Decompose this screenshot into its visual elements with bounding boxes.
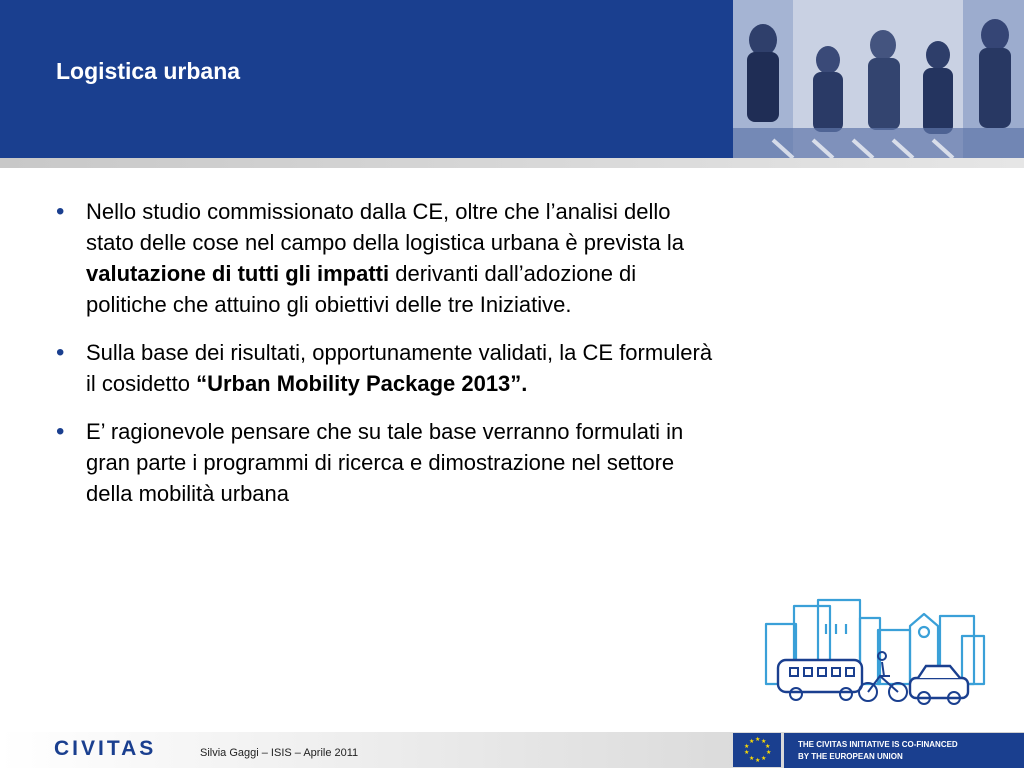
svg-text:★: ★ — [749, 755, 755, 762]
header-divider — [0, 158, 1024, 168]
svg-text:★: ★ — [766, 749, 772, 756]
bullet-text: Sulla base dei risultati, opportunamente validati, la CE formulerà il cosidetto “Urban Mobility Package 2013”. — [86, 340, 713, 396]
svg-text:★: ★ — [755, 757, 761, 764]
header-bar — [0, 0, 1024, 158]
eu-cofinance-label: THE CIVITAS INITIATIVE IS CO-FINANCED BY THE EUROPEAN UNION — [784, 733, 1024, 768]
bullet-text: E’ ragionevole pensare che su tale base verranno formulati in gran parte i programmi di ricerca e dimostrazione nel settore della mobilità urbana — [86, 419, 684, 506]
bullet-dot-icon: • — [56, 418, 65, 445]
svg-text:★: ★ — [755, 736, 761, 743]
bullet-list — [56, 196, 716, 526]
bullet-dot-icon: • — [56, 198, 65, 225]
page-title: Logistica urbana — [56, 58, 241, 84]
header-photo — [733, 0, 1024, 158]
city-transport-illustration — [764, 596, 986, 708]
crowd-photo-image — [733, 0, 1024, 158]
svg-text:★: ★ — [761, 738, 767, 745]
svg-text:★: ★ — [744, 743, 750, 750]
civitas-logo: CIVITAS — [54, 737, 157, 760]
svg-text:★: ★ — [765, 743, 771, 750]
bullet-text: Nello studio commissionato dalla CE, oltre che l’analisi dello stato delle cose nel campo della logistica urbana è prevista la valutazione di tutti gli impatti derivanti dall’adozione di politiche che attuino gli obiettivi delle tre Iniziative. — [86, 199, 685, 317]
bullet-item — [56, 337, 716, 399]
svg-text:★: ★ — [744, 749, 750, 756]
bullet-dot-icon: • — [56, 339, 65, 366]
footer-author: Silvia Gaggi – ISIS – Aprile 2011 — [200, 747, 359, 759]
bullet-item — [56, 416, 716, 509]
svg-text:★: ★ — [761, 755, 767, 762]
bullet-item — [56, 196, 716, 320]
eu-flag-icon — [733, 733, 781, 767]
svg-text:★: ★ — [749, 738, 755, 745]
